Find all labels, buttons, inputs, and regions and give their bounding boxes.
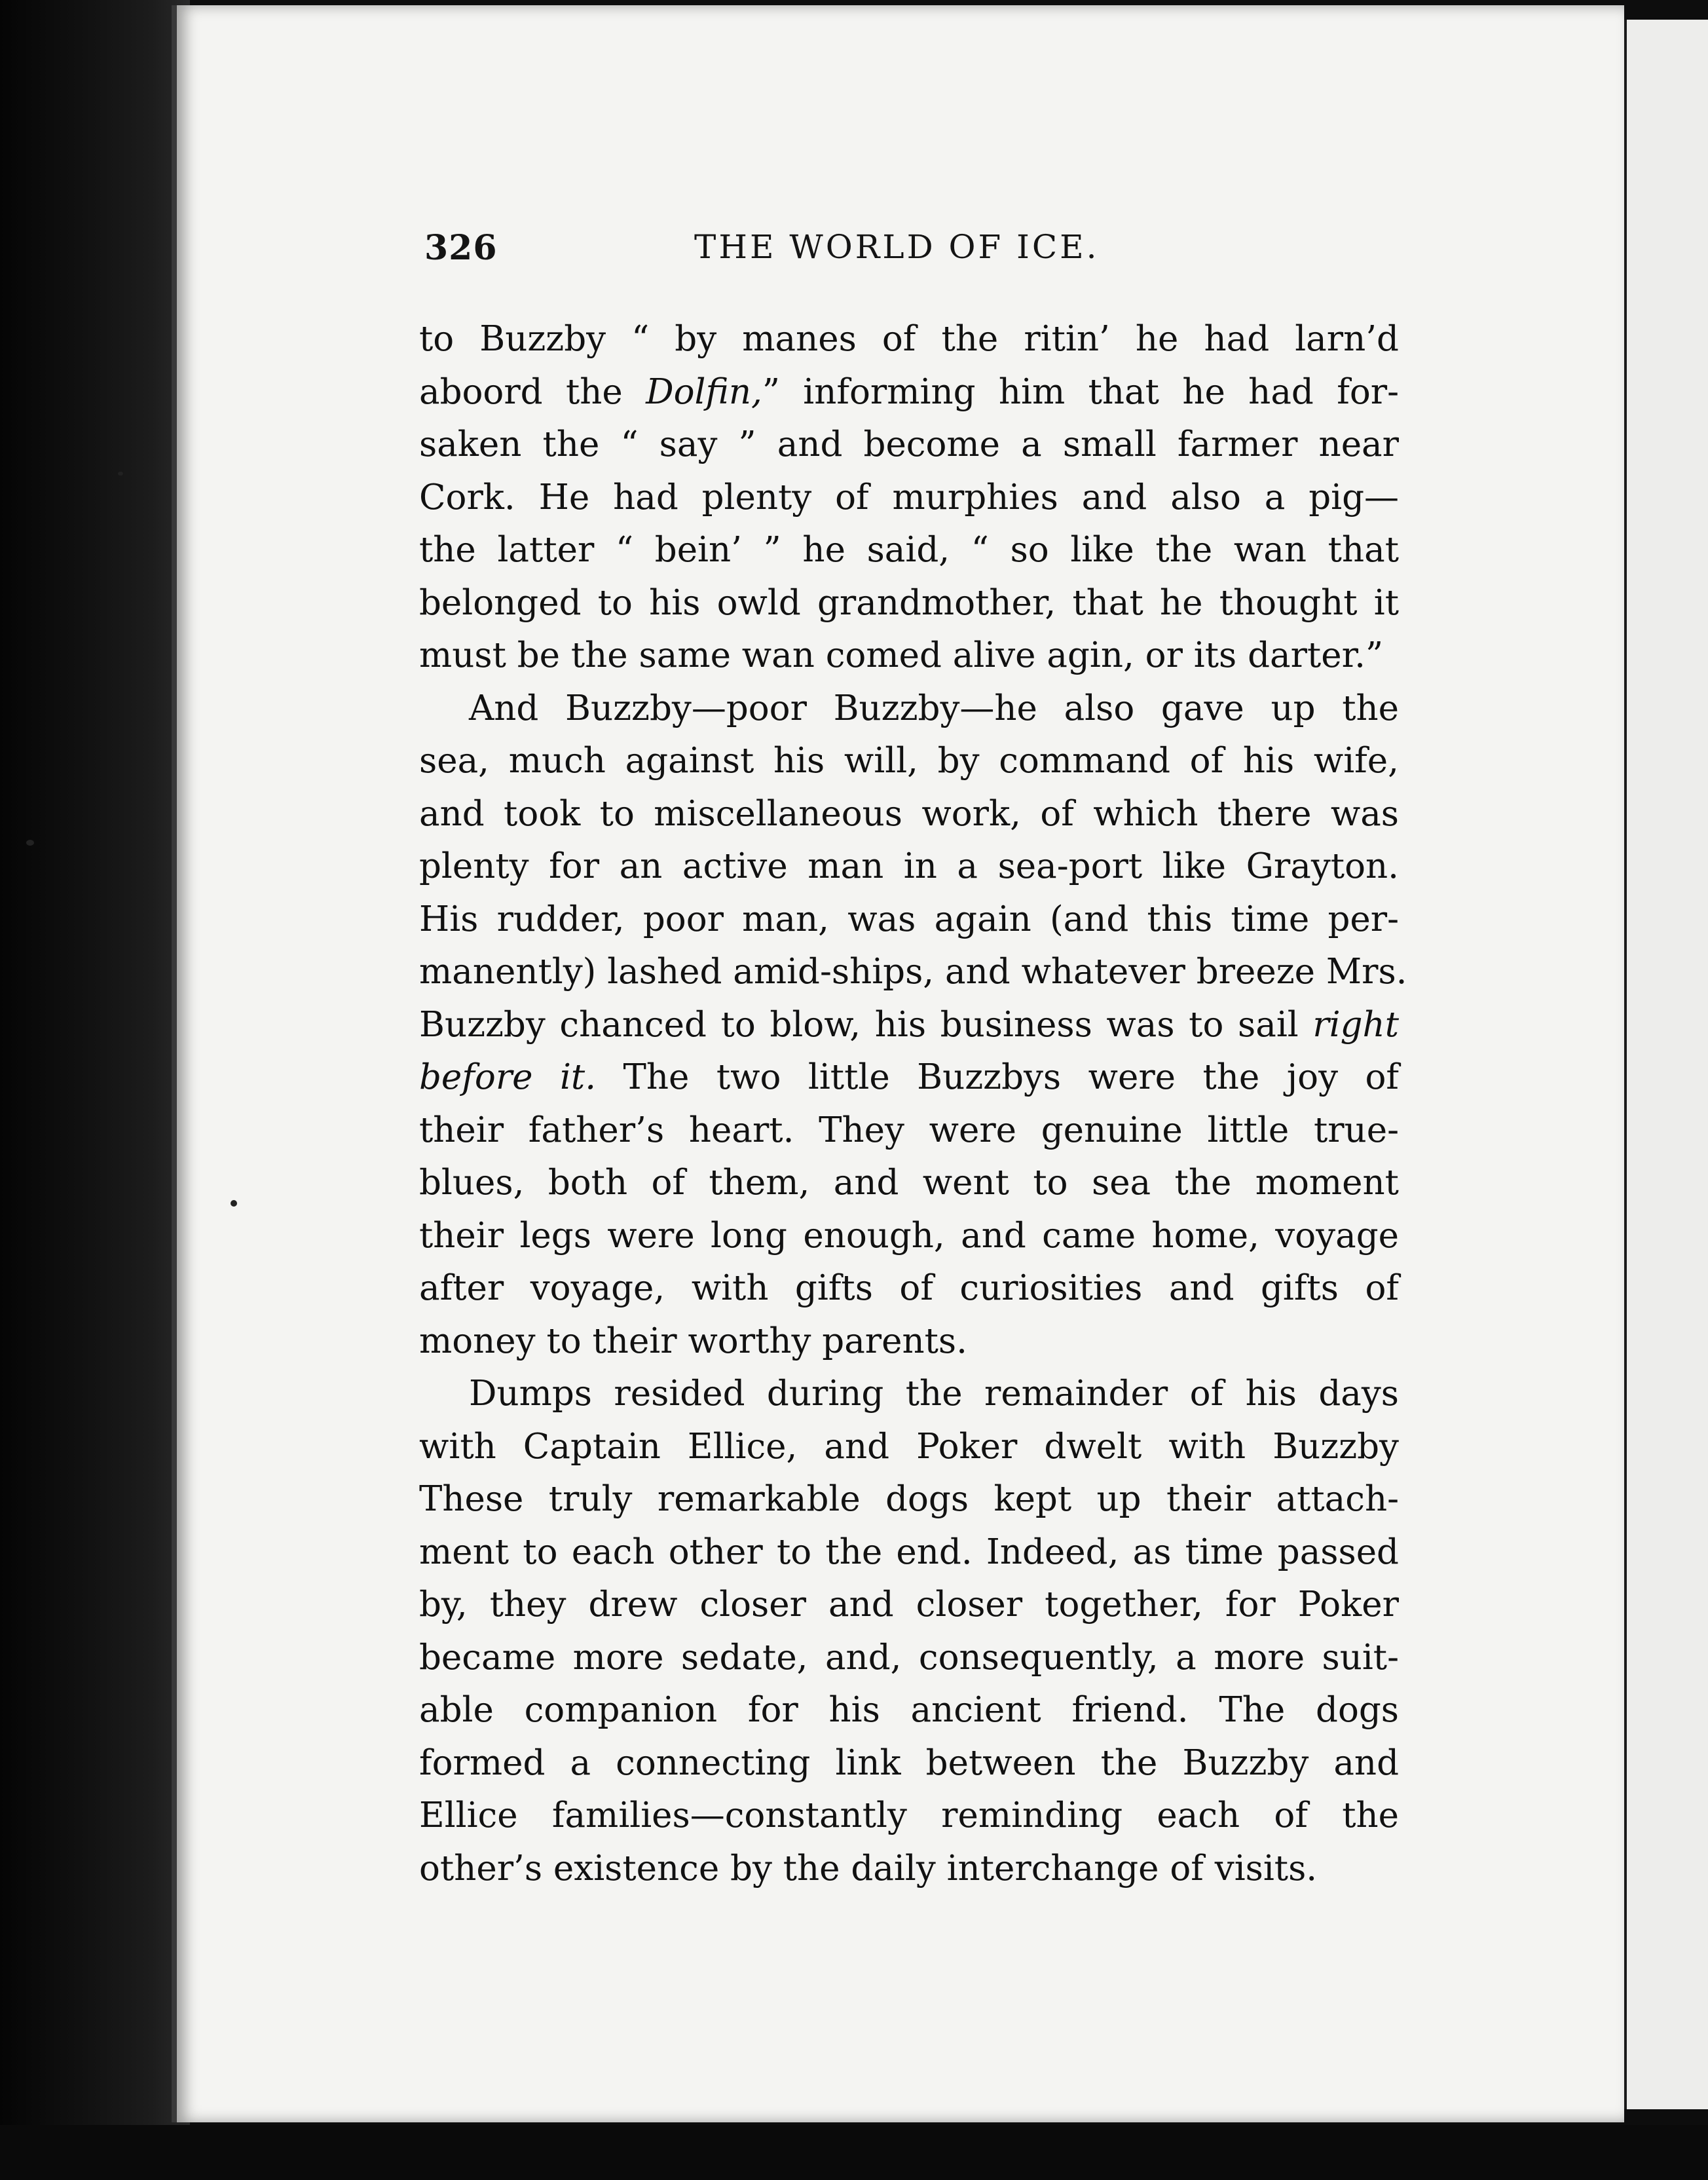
text-run: ” informing him that he had for- [762, 371, 1399, 412]
text-run: The two little Buzzbys were the joy of [596, 1057, 1399, 1097]
text-line: ment to each other to the end. Indeed, as time passed [419, 1532, 1399, 1572]
scan-bottom-border [0, 2125, 1708, 2180]
page-number: 326 [424, 228, 498, 268]
dust-speck [26, 840, 34, 846]
text-run: Buzzby chanced to blow, his business was to sail [419, 1004, 1313, 1045]
page-header [424, 228, 1407, 274]
text-line: able companion for his ancient friend. The dogs [419, 1690, 1399, 1730]
text-line: saken the “ say ” and become a small farmer near [419, 424, 1399, 464]
text-line [419, 366, 1399, 419]
text-line: blues, both of them, and went to sea the moment [419, 1163, 1399, 1203]
text-line [419, 999, 1399, 1052]
text-line: money to their worthy parents. [419, 1321, 967, 1361]
text-line: their father’s heart. They were genuine little true- [419, 1110, 1399, 1150]
text-line: belonged to his owld grandmother, that he thought it [419, 582, 1399, 623]
dust-speck [118, 472, 123, 476]
text-line: These truly remarkable dogs kept up their attach- [419, 1479, 1399, 1519]
text-line: sea, much against his will, by command of his wife, [419, 741, 1399, 781]
text-line: their legs were long enough, and came home, voyage [419, 1215, 1399, 1256]
text-line: after voyage, with gifts of curiosities and gifts of [419, 1268, 1399, 1308]
text-line: His rudder, poor man, was again (and this time per- [419, 899, 1399, 939]
body-text [419, 313, 1407, 1895]
text-line [419, 1051, 1399, 1104]
text-line: formed a connecting link between the Buzzby and [419, 1742, 1399, 1783]
text-line: manently) lashed amid-ships, and whatever breeze Mrs. [419, 952, 1407, 992]
facing-page-edge [1623, 20, 1708, 2109]
text-line: by, they drew closer and closer together, for Poker [419, 1585, 1399, 1625]
text-line: with Captain Ellice, and Poker dwelt with Buzzby [419, 1426, 1399, 1467]
text-run: aboord the [419, 371, 646, 412]
text-line: and took to miscellaneous work, of which there was [419, 793, 1399, 834]
text-line: the latter “ bein’ ” he said, “ so like the wan that [419, 530, 1399, 570]
running-title: THE WORLD OF ICE. [694, 228, 1100, 266]
text-line: Cork. He had plenty of murphies and also a pig— [419, 477, 1399, 517]
dust-speck [231, 1200, 237, 1207]
text-line: must be the same wan comed alive agin, or its darter.” [419, 635, 1384, 675]
italic-text-run: right [1312, 1004, 1399, 1045]
text-line: Dumps resided during the remainder of his days [469, 1374, 1399, 1414]
text-line: plenty for an active man in a sea-port like Grayton. [419, 846, 1399, 886]
italic-text-run: before it. [419, 1057, 597, 1097]
text-line: to Buzzby “ by manes of the ritin’ he had larn’d [419, 319, 1399, 359]
text-line: other’s existence by the daily interchange of visits. [419, 1848, 1318, 1889]
text-line: Ellice families—constantly reminding each of the [419, 1795, 1399, 1835]
italic-text-run: Dolfin, [646, 371, 762, 412]
book-spine-shadow [0, 0, 190, 2180]
text-line: And Buzzby—poor Buzzby—he also gave up the [469, 688, 1399, 728]
text-line: became more sedate, and, consequently, a more suit- [419, 1637, 1399, 1678]
